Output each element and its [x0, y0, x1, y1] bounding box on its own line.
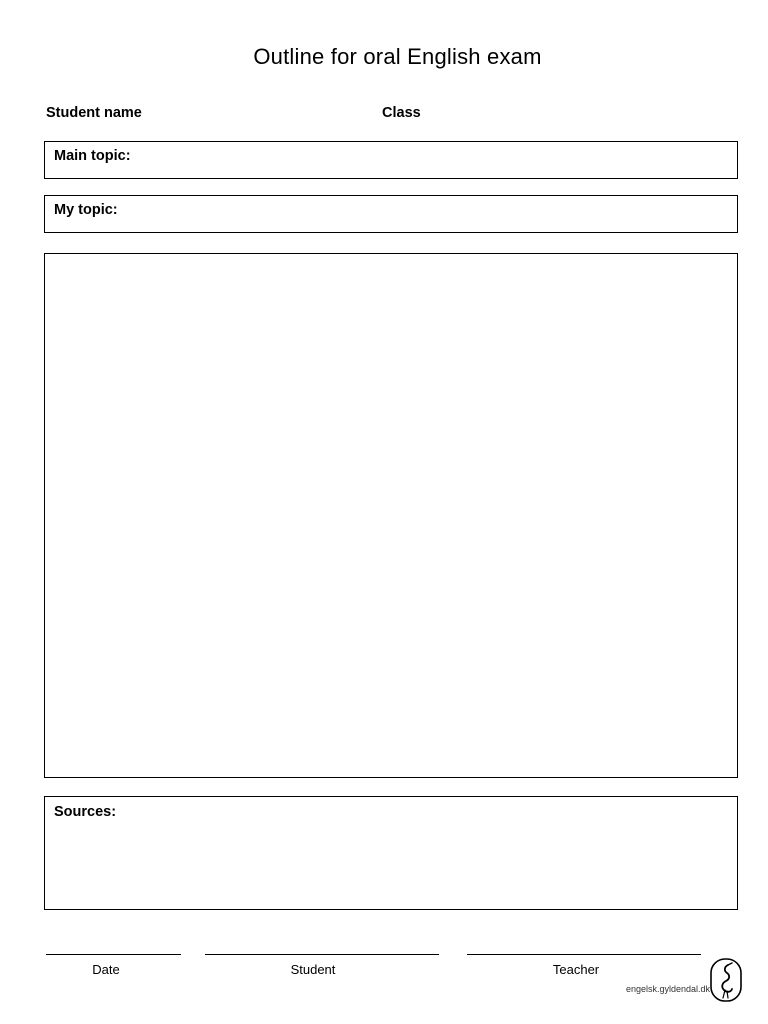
student-name-label: Student name: [46, 105, 142, 121]
class-label: Class: [382, 105, 421, 121]
footer-website: engelsk.gyldendal.dk: [625, 984, 710, 994]
date-label: Date: [92, 962, 120, 977]
gyldendal-heron-logo-icon: [710, 958, 742, 1002]
main-topic-label: Main topic:: [54, 148, 131, 164]
teacher-label: Teacher: [552, 962, 600, 977]
sources-field[interactable]: [44, 796, 738, 910]
student-label: Student: [290, 962, 336, 977]
main-topic-field[interactable]: [44, 141, 738, 179]
my-topic-label: My topic:: [54, 202, 118, 218]
sources-label: Sources:: [54, 804, 117, 820]
page-title: Outline for oral English exam: [253, 44, 542, 69]
student-signature-line[interactable]: [205, 954, 439, 955]
date-signature-line[interactable]: [46, 954, 181, 955]
teacher-signature-line[interactable]: [467, 954, 701, 955]
outline-field[interactable]: [44, 253, 738, 778]
my-topic-field[interactable]: [44, 195, 738, 233]
